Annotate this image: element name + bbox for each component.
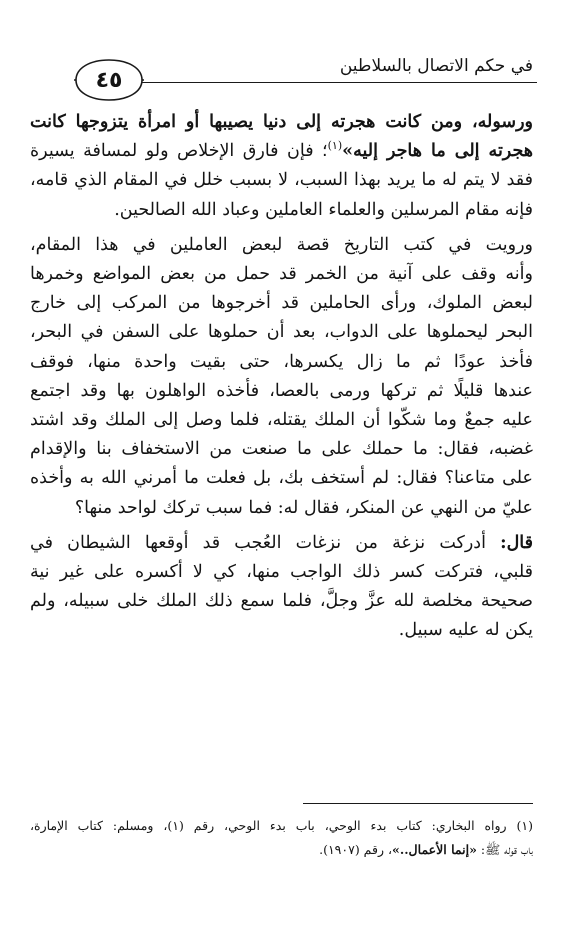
- text-line: عليه جمعٌ وما شكّوا أن الملك يقتله، فلما وصل إلى الملك وقد اشتد: [30, 410, 533, 431]
- text-line: فأخذ عودًا ثم ما زال يكسرها، حتى بقيت واحدة منها، فوقف: [30, 351, 533, 372]
- text-line: غضبه، فقال: ما حملك على ما صنعت من الاستخفاف بنا والإقدام: [30, 439, 533, 460]
- text-line: عندها قليلًا ثم تركها ورمى بالعصا، فأخذه الواهلون بها وقد اجتمع: [30, 380, 533, 401]
- text-line: ورسوله، ومن كانت هجرته إلى دنيا يصيبها أو امرأة يتزوجها كانت: [30, 112, 533, 132]
- footnote-marker: (١): [327, 139, 343, 153]
- text-line: فقد لا يتم له ما يريد بهذا السبب، لا بسبب خلل في المقام الذي قامه،: [30, 170, 533, 191]
- text-line: ورويت في كتب التاريخ قصة لبعض العاملين في هذا المقام،: [30, 234, 533, 255]
- text-line: عليّ من النهي عن المنكر، فقال له: فما سبب تركك لواحد منها؟: [74, 497, 533, 518]
- footnote-line: باب قوله ﷺ: «إنما الأعمال..»، رقم (١٩٠٧).: [319, 842, 533, 857]
- text-line: يكن له عليه سبيل.: [398, 620, 533, 641]
- text-line: فإنه مقام المرسلين والعلماء العاملين وعباد الله الصالحين.: [114, 199, 533, 220]
- text-line: قلبي، فتركت كسر ذلك الواجب منها، كي لا أكسره على غير نية: [30, 562, 533, 583]
- running-title: في حكم الاتصال بالسلاطين: [339, 56, 533, 76]
- text-line: لبعض الملوك، ورأى الحاملين قد أخرجوها من المركب إلى خارج: [30, 293, 533, 314]
- header-rule: [120, 82, 537, 83]
- text-line: هجرته إلى ما هاجر إليه»$^{(١)}$؛ فإن فارق الإخلاص ولو لمسافة يسيرة: [30, 139, 533, 162]
- text-line: وأنه وقف على آنية من الخمر قد حمل من بعض المواضع وخمرها: [30, 264, 533, 285]
- footnote-rule: [303, 803, 533, 804]
- footnote-line: (١) رواه البخاري: كتاب بدء الوحي، باب بدء الوحي، رقم (١)، ومسلم: كتاب الإمارة،: [30, 818, 533, 833]
- text-line: على متاعنا؟ فقال: لم أستخف بك، بل فعلت ما أمرني الله به وأخذه: [30, 468, 533, 489]
- footnote: [30, 814, 533, 862]
- text-line: صحيحة مخلصة لله عزَّ وجلَّ، فلما سمع ذلك الملك خلى سبيله، ولم: [30, 591, 533, 612]
- text-line: قال: أدركت نزغة من نزغات العُجب قد أوقعها الشيطان في: [30, 532, 533, 553]
- text-line: البحر ليحملوها على الدواب، بعد أن حملوها على السفن في البحر،: [30, 322, 533, 343]
- page-number: ٤٥: [95, 67, 123, 93]
- body-text: [30, 108, 533, 646]
